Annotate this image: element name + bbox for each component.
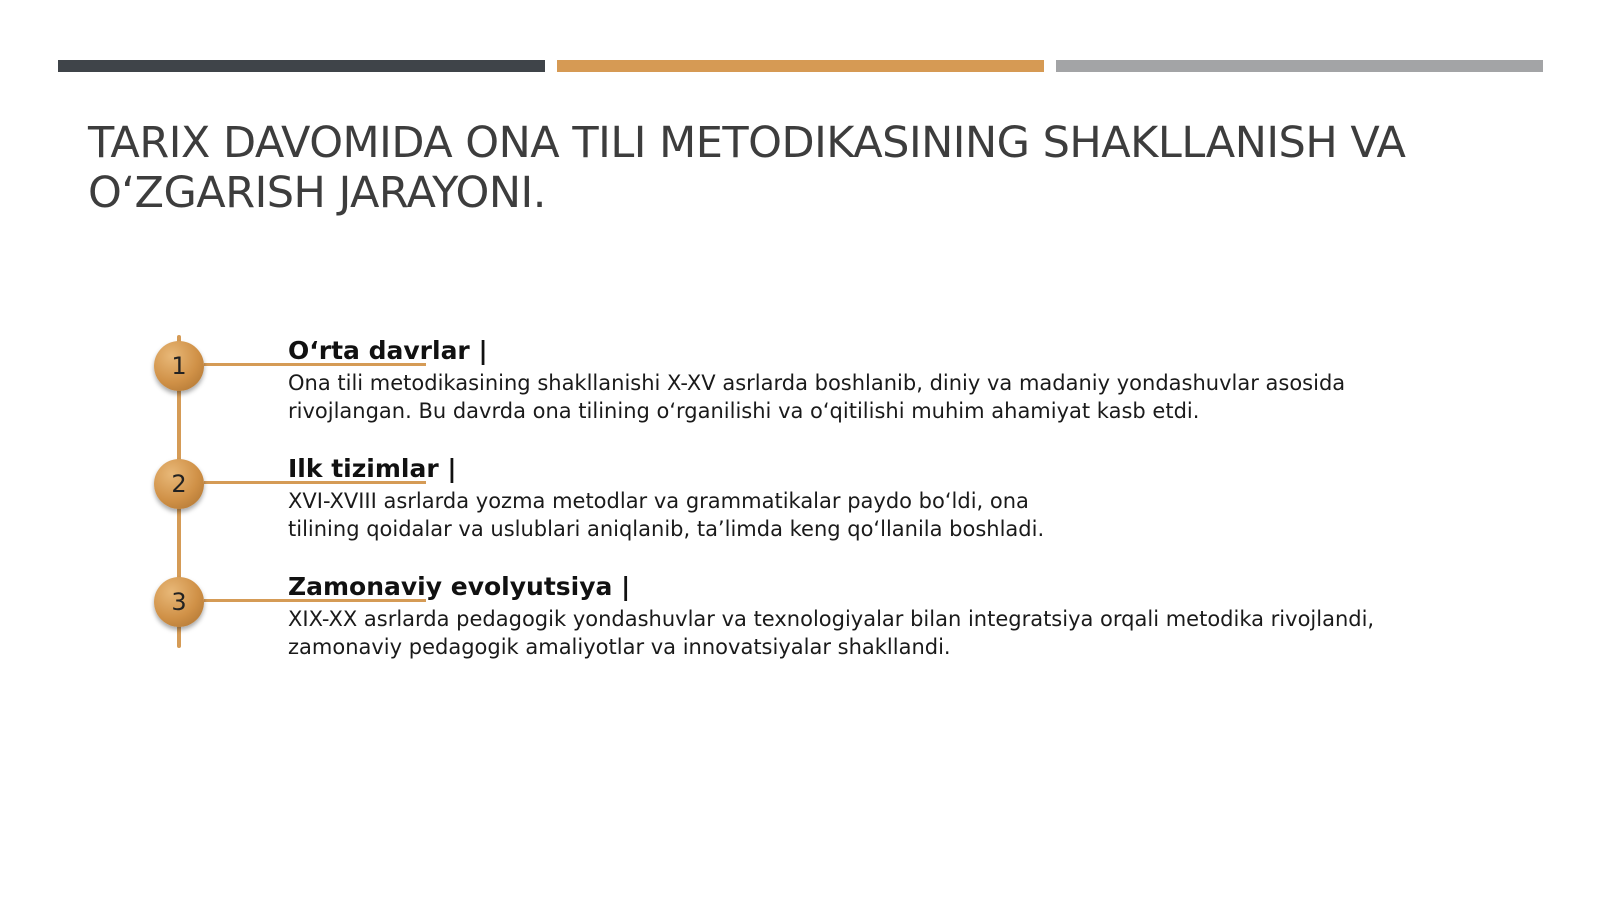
event-body-line: zamonaviy pedagogik amaliyotlar va innovatsiyalar shakllandi. — [288, 635, 951, 659]
event-body-line: tilining qoidalar va uslublari aniqlanib, ta’limda keng qo‘llanila boshladi. — [288, 517, 1045, 541]
event-body-line: rivojlangan. Bu davrda ona tilining o‘rganilishi va o‘qitilishi muhim ahamiyat kasb etdi. — [288, 399, 1200, 423]
event-text — [288, 453, 1438, 543]
event-text — [288, 335, 1438, 425]
slide-title — [88, 118, 1528, 218]
event-body — [288, 487, 1438, 543]
event-body — [288, 605, 1438, 661]
slide-title-line-1: TARIX DAVOMIDA ONA TILI METODIKASINING SHAKLLANISH VA — [88, 118, 1406, 168]
event-body-line: XVI-XVIII asrlarda yozma metodlar va grammatikalar paydo bo‘ldi, ona — [288, 489, 1029, 513]
event-heading: O‘rta davrlar | — [288, 336, 488, 365]
timeline — [150, 335, 1450, 659]
event-heading: Ilk tizimlar | — [288, 454, 457, 483]
event-body-line: XIX-XX asrlarda pedagogik yondashuvlar va texnologiyalar bilan integratsiya orqali metodika rivojlandi, — [288, 607, 1375, 631]
timeline-node-1: 1 — [154, 341, 204, 391]
event-body-line: Ona tili metodikasining shakllanishi X-XV asrlarda boshlanib, diniy va madaniy yondashuvlar asosida — [288, 371, 1346, 395]
accent-bar-dark — [58, 60, 545, 72]
accent-bar-gray — [1056, 60, 1543, 72]
slide-title-line-2: O‘ZGARISH JARAYONI. — [88, 168, 546, 218]
event-heading: Zamonaviy evolyutsiya | — [288, 572, 631, 601]
timeline-node-3: 3 — [154, 577, 204, 627]
timeline-node-2: 2 — [154, 459, 204, 509]
event-body — [288, 369, 1438, 425]
accent-bar-orange — [557, 60, 1044, 72]
event-text — [288, 571, 1438, 661]
